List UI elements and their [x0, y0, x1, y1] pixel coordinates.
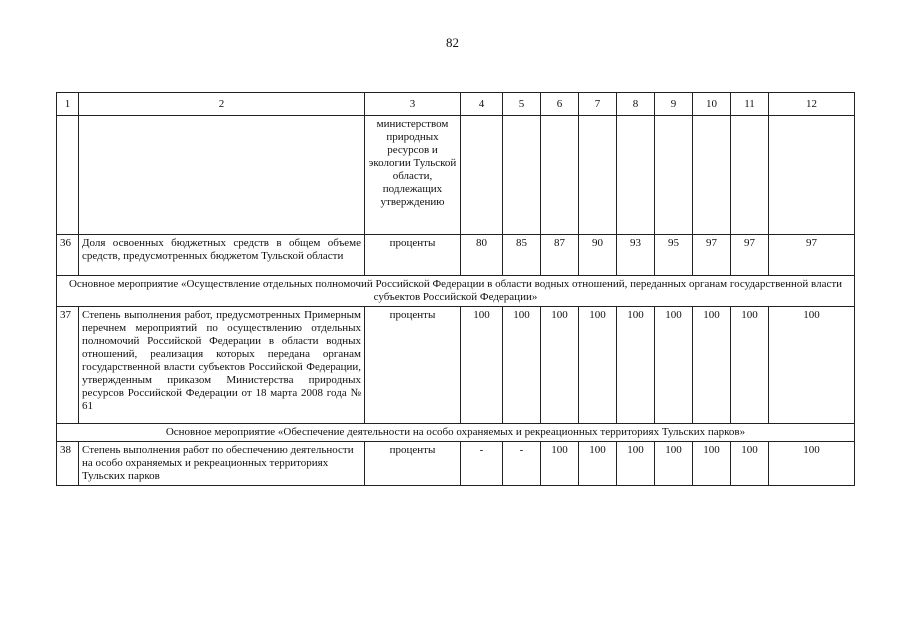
header-cell: 4	[461, 93, 503, 116]
value-cell	[541, 116, 579, 235]
value-cell: 100	[617, 442, 655, 486]
header-cell: 12	[769, 93, 855, 116]
row-number-cell: 37	[57, 307, 79, 424]
value-cell	[617, 116, 655, 235]
value-cell	[461, 116, 503, 235]
unit-cell: проценты	[365, 235, 461, 276]
value-cell: 100	[693, 442, 731, 486]
indicators-table	[56, 92, 855, 486]
value-cell: 80	[461, 235, 503, 276]
section-row	[57, 276, 855, 307]
table-row	[57, 442, 855, 486]
value-cell: 100	[579, 307, 617, 424]
indicator-name-cell	[79, 116, 365, 235]
value-cell	[731, 116, 769, 235]
value-cell: 95	[655, 235, 693, 276]
value-cell: 85	[503, 235, 541, 276]
header-cell: 1	[57, 93, 79, 116]
table-row	[57, 307, 855, 424]
value-cell: 100	[769, 442, 855, 486]
header-cell: 6	[541, 93, 579, 116]
header-cell: 2	[79, 93, 365, 116]
value-cell: 100	[503, 307, 541, 424]
header-cell: 5	[503, 93, 541, 116]
value-cell: -	[461, 442, 503, 486]
section-row	[57, 424, 855, 442]
value-cell: 100	[461, 307, 503, 424]
row-number-cell	[57, 116, 79, 235]
header-cell: 9	[655, 93, 693, 116]
value-cell: 100	[769, 307, 855, 424]
indicator-name-cell: Доля освоенных бюджетных средств в общем объеме средств, предусмотренных бюджетом Тульской области	[79, 235, 365, 276]
value-cell	[579, 116, 617, 235]
row-number-cell: 36	[57, 235, 79, 276]
page-number: 82	[446, 35, 459, 50]
header-cell: 11	[731, 93, 769, 116]
table-row-continuation	[57, 116, 855, 235]
indicator-name-cell: Степень выполнения работ, предусмотренных Примерным перечнем мероприятий по осуществлению отдельных полномочий Российской Федерации в области водных отношений, реализация которых передана органам государственной власти субъектов Российской Федерации, утвержденным приказом Министерства природных ресурсов Российской Федерации от 18 марта 2008 года № 61	[79, 307, 365, 424]
value-cell: -	[503, 442, 541, 486]
value-cell: 100	[541, 442, 579, 486]
value-cell: 100	[579, 442, 617, 486]
value-cell: 100	[655, 307, 693, 424]
value-cell	[655, 116, 693, 235]
value-cell: 93	[617, 235, 655, 276]
value-cell: 100	[731, 307, 769, 424]
value-cell: 100	[617, 307, 655, 424]
value-cell: 97	[769, 235, 855, 276]
unit-cell: проценты	[365, 307, 461, 424]
table-header-row	[57, 93, 855, 116]
unit-cell: проценты	[365, 442, 461, 486]
value-cell	[693, 116, 731, 235]
value-cell: 100	[731, 442, 769, 486]
value-cell	[769, 116, 855, 235]
row-number-cell: 38	[57, 442, 79, 486]
value-cell: 100	[655, 442, 693, 486]
header-cell: 10	[693, 93, 731, 116]
value-cell: 97	[693, 235, 731, 276]
table-row	[57, 235, 855, 276]
header-cell: 3	[365, 93, 461, 116]
value-cell: 100	[541, 307, 579, 424]
section-heading-cell: Основное мероприятие «Обеспечение деятельности на особо охраняемых и рекреационных территориях Тульских парков»	[57, 424, 855, 442]
indicator-name-cell: Степень выполнения работ по обеспечению деятельности на особо охраняемых и рекреационных территориях Тульских парков	[79, 442, 365, 486]
header-cell: 7	[579, 93, 617, 116]
value-cell: 90	[579, 235, 617, 276]
value-cell: 100	[693, 307, 731, 424]
section-heading-cell: Основное мероприятие «Осуществление отдельных полномочий Российской Федерации в области водных отношений, переданных органам государственной власти субъектов Российской Федерации»	[57, 276, 855, 307]
value-cell	[503, 116, 541, 235]
unit-cell: министерством природных ресурсов и экологии Тульской области, подлежащих утверждению	[365, 116, 461, 235]
value-cell: 87	[541, 235, 579, 276]
header-cell: 8	[617, 93, 655, 116]
value-cell: 97	[731, 235, 769, 276]
